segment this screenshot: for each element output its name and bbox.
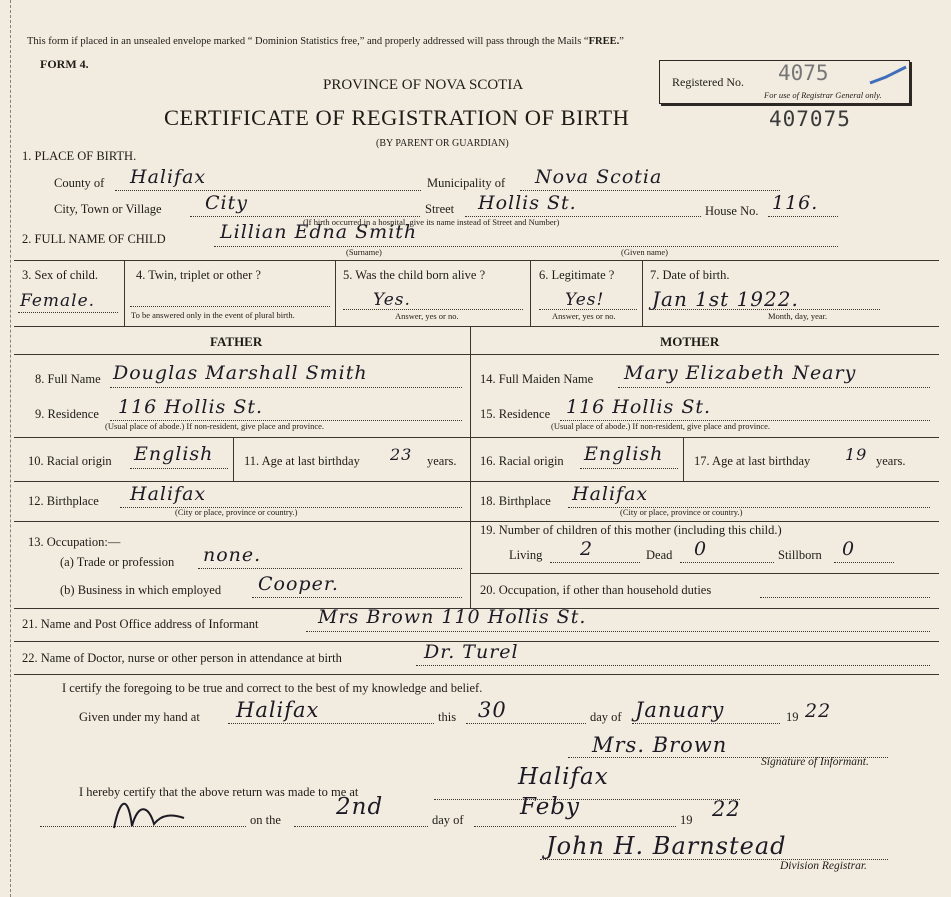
house-line: [768, 216, 838, 217]
mother-name-value: Mary Elizabeth Neary: [624, 362, 857, 384]
doctor-label: 22. Name of Doctor, nurse or other person in attendance at birth: [22, 651, 342, 665]
twin-label: 4. Twin, triplet or other ?: [136, 268, 261, 282]
trade-line: [198, 568, 462, 569]
certify-statement: I certify the foregoing to be true and correct to the best of my knowledge and belief.: [62, 681, 483, 695]
rule: [470, 437, 939, 438]
father-birthplace-value: Halifax: [130, 483, 207, 505]
mother-racial-line: [580, 468, 678, 469]
legitimate-note: Answer, yes or no.: [552, 311, 616, 321]
father-residence-label: 9. Residence: [35, 407, 99, 421]
legitimate-label: 6. Legitimate ?: [539, 268, 615, 282]
sex-line: [18, 312, 118, 313]
doctor-line: [416, 665, 930, 666]
father-birthplace-note: (City or place, province or country.): [175, 507, 298, 517]
twin-line: [130, 306, 330, 307]
father-name-label: 8. Full Name: [35, 372, 101, 386]
date-of-birth-label: 7. Date of birth.: [650, 268, 730, 282]
rule: [14, 437, 470, 438]
registered-number: 4075: [778, 61, 829, 85]
stillborn-label: Stillborn: [778, 548, 822, 562]
this-day-line: [466, 723, 586, 724]
mother-age-value: 19: [845, 445, 868, 464]
house-label: House No.: [705, 204, 759, 218]
this-label: this: [438, 710, 457, 724]
certificate-subtitle: (BY PARENT OR GUARDIAN): [376, 138, 509, 149]
mother-racial-value: English: [584, 443, 664, 465]
child-name-label: 2. FULL NAME OF CHILD: [22, 232, 166, 246]
registrar-statement: I hereby certify that the above return was made to me at: [79, 785, 359, 799]
given-place-line: [228, 723, 434, 724]
twin-note: To be answered only in the event of plural birth.: [131, 310, 295, 320]
sex-value: Female.: [20, 291, 96, 311]
registered-note: For use of Registrar General only.: [764, 90, 882, 100]
municipality-value: Nova Scotia: [535, 166, 663, 188]
born-alive-value: Yes.: [373, 290, 411, 310]
legitimate-line: [539, 309, 637, 310]
rule: [14, 354, 939, 355]
father-birthplace-label: 12. Birthplace: [28, 494, 99, 508]
registrar-place-value: Halifax: [518, 764, 609, 790]
registrar-initials-line: [40, 826, 246, 827]
mother-residence-value: 116 Hollis St.: [566, 396, 712, 418]
month-value: January: [635, 698, 725, 722]
stillborn-value: 0: [842, 538, 856, 560]
born-alive-label: 5. Was the child born alive ?: [343, 268, 486, 282]
born-alive-note: Answer, yes or no.: [395, 311, 459, 321]
divider: [233, 437, 234, 481]
stillborn-line: [834, 562, 894, 563]
municipality-line: [520, 190, 780, 191]
street-value: Hollis St.: [478, 192, 577, 214]
registrar-month-line: [474, 826, 676, 827]
living-line: [550, 562, 640, 563]
mother-birthplace-note: (City or place, province or country.): [620, 507, 743, 517]
rule: [14, 260, 939, 261]
rule: [14, 674, 939, 675]
rule: [470, 481, 939, 482]
informant-signature-label: Signature of Informant.: [761, 756, 869, 768]
mother-birthplace-value: Halifax: [572, 483, 649, 505]
house-value: 116.: [772, 192, 819, 214]
dead-label: Dead: [646, 548, 673, 562]
county-label: County of: [54, 176, 105, 190]
rule: [470, 521, 939, 522]
father-heading: FATHER: [210, 334, 263, 349]
year-value: 22: [805, 700, 832, 722]
child-name-value: Lillian Edna Smith: [220, 221, 418, 243]
date-of-birth-line: [650, 309, 880, 310]
rule: [14, 521, 470, 522]
province-heading: PROVINCE OF NOVA SCOTIA: [323, 77, 524, 93]
binding-edge: [10, 0, 11, 897]
doctor-value: Dr. Turel: [424, 641, 519, 663]
given-place-value: Halifax: [236, 698, 320, 722]
divider: [124, 260, 125, 326]
father-racial-value: English: [134, 443, 214, 465]
registrar-month-value: Feby: [520, 794, 581, 820]
business-line: [252, 597, 462, 598]
registered-box: [659, 60, 910, 104]
father-age-label: 11. Age at last birthday: [244, 454, 360, 468]
city-value: City: [205, 192, 248, 214]
rule: [470, 573, 939, 574]
father-name-line: [110, 387, 462, 388]
divider: [642, 260, 643, 326]
registered-label: Registered No.: [672, 75, 744, 89]
mother-heading: MOTHER: [660, 334, 720, 349]
form-number: FORM 4.: [40, 57, 89, 71]
street-label: Street: [425, 202, 455, 216]
child-name-line: [214, 246, 838, 247]
rule: [14, 481, 470, 482]
sex-label: 3. Sex of child.: [22, 268, 99, 282]
date-of-birth-value: Jan 1st 1922.: [652, 287, 799, 311]
informant-signature: Mrs. Brown: [592, 733, 728, 757]
father-name-value: Douglas Marshall Smith: [113, 362, 368, 384]
date-of-birth-note: Month, day, year.: [768, 311, 828, 321]
business-value: Cooper.: [258, 573, 339, 595]
mother-racial-label: 16. Racial origin: [480, 454, 564, 468]
informant-label: 21. Name and Post Office address of Informant: [22, 617, 259, 631]
given-under-label: Given under my hand at: [79, 710, 200, 724]
mother-name-label: 14. Full Maiden Name: [480, 372, 594, 386]
registrar-signature-label: Division Registrar.: [780, 860, 867, 872]
divider: [335, 260, 336, 326]
hospital-note: (If birth occurred in a hospital, give its name instead of Street and Number): [303, 217, 560, 227]
dead-value: 0: [694, 538, 708, 560]
mother-age-suffix: years.: [876, 454, 906, 468]
registrar-day-of-label: day of: [432, 813, 464, 827]
place-of-birth-heading: 1. PLACE OF BIRTH.: [22, 149, 137, 163]
rule: [14, 326, 939, 327]
informant-value: Mrs Brown 110 Hollis St.: [318, 606, 587, 628]
informant-line: [306, 631, 930, 632]
father-racial-label: 10. Racial origin: [28, 454, 112, 468]
this-day-value: 30: [478, 698, 507, 722]
living-label: Living: [509, 548, 543, 562]
living-value: 2: [580, 538, 594, 560]
county-line: [115, 190, 421, 191]
stamped-number: 407075: [769, 107, 851, 131]
mother-birthplace-label: 18. Birthplace: [480, 494, 551, 508]
registrar-year-value: 22: [712, 797, 741, 821]
surname-note: (Surname): [346, 247, 382, 257]
mail-note: This form if placed in an unsealed envelope marked “ Dominion Statistics free,” and properly addressed will pass through the Mails “FREE.”: [27, 36, 624, 47]
dead-line: [680, 562, 774, 563]
municipality-label: Municipality of: [427, 176, 506, 190]
given-name-note: (Given name): [621, 247, 668, 257]
registrar-day-value: 2nd: [336, 794, 384, 820]
divider: [530, 260, 531, 326]
children-count-label: 19. Number of children of this mother (including this child.): [480, 523, 782, 537]
business-label: (b) Business in which employed: [60, 583, 222, 597]
registrar-signature: John H. Barnstead: [546, 832, 787, 860]
on-the-label: on the: [250, 813, 281, 827]
mother-residence-label: 15. Residence: [480, 407, 551, 421]
year-prefix: 19: [786, 710, 799, 724]
city-label: City, Town or Village: [54, 202, 162, 216]
father-residence-value: 116 Hollis St.: [118, 396, 264, 418]
mother-occupation-line: [760, 597, 930, 598]
father-racial-line: [130, 468, 228, 469]
mother-residence-note: (Usual place of abode.) If non-resident, give place and province.: [551, 421, 771, 431]
day-of-label: day of: [590, 710, 622, 724]
mother-occupation-label: 20. Occupation, if other than household duties: [480, 583, 712, 597]
mother-age-label: 17. Age at last birthday: [694, 454, 811, 468]
registrar-day-line: [294, 826, 428, 827]
parents-divider: [470, 326, 471, 608]
divider: [683, 437, 684, 481]
legitimate-value: Yes!: [565, 290, 605, 310]
trade-label: (a) Trade or profession: [60, 555, 175, 569]
father-occupation-label: 13. Occupation:—: [28, 535, 121, 549]
trade-value: none.: [203, 544, 262, 566]
registrar-place-line: [434, 799, 740, 800]
father-age-suffix: years.: [427, 454, 457, 468]
registrar-year-prefix: 19: [680, 813, 693, 827]
month-line: [632, 723, 780, 724]
father-age-value: 23: [390, 445, 413, 464]
county-value: Halifax: [130, 166, 207, 188]
certificate-title: CERTIFICATE OF REGISTRATION OF BIRTH: [164, 105, 630, 130]
father-residence-note: (Usual place of abode.) If non-resident, give place and province.: [105, 421, 325, 431]
blue-check-mark: [868, 65, 908, 87]
mother-name-line: [618, 387, 930, 388]
born-alive-line: [343, 309, 523, 310]
